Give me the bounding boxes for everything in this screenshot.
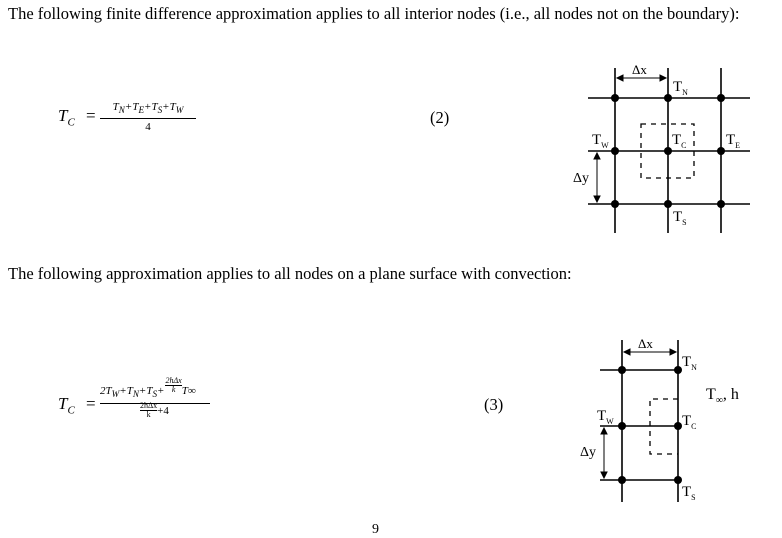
dy-arrow — [601, 428, 607, 478]
label-ts: $T_S$ — [673, 209, 687, 227]
interior-nodes-intro: The following finite difference approximation applies to all interior nodes (i.e., all nodes not on the boundary): — [8, 4, 740, 23]
dy-label: Δy — [580, 445, 597, 460]
eq2-number: (2) — [430, 108, 450, 127]
eq3-denominator: 2hΔx k +4 — [140, 401, 169, 419]
label-tw: $T_W$ — [597, 408, 614, 426]
dy-label: Δy — [573, 171, 590, 186]
eq3-equals: = — [86, 394, 96, 413]
label-te: $T_E$ — [726, 132, 741, 150]
surface-node-diagram — [570, 330, 770, 505]
label-tc: $T_C$ — [682, 413, 697, 431]
interior-node-diagram — [560, 58, 760, 238]
eq2-equals: = — [86, 106, 96, 125]
label-tc: $T_C$ — [672, 132, 687, 150]
label-fluid: $T_\infty$, h — [706, 386, 739, 406]
eq2-numerator: $T_N+T_E+T_S+T_W$ — [112, 101, 184, 116]
page-number-fragment: 9 — [372, 522, 379, 537]
eq2-fraction-bar — [100, 118, 196, 119]
label-tn: $T_N$ — [682, 354, 697, 372]
eq2-denominator: 4 — [145, 121, 151, 133]
label-tw: $T_W$ — [592, 132, 609, 150]
dy-arrow — [594, 153, 600, 202]
dx-label: Δx — [638, 336, 653, 351]
convection-intro: The following approximation applies to all nodes on a plane surface with convection: — [8, 264, 572, 283]
label-tn: $T_N$ — [673, 79, 688, 97]
eq3-number: (3) — [484, 395, 504, 414]
eq3-numerator: $2T_W+T_N+T_S+$ 2hΔx k T∞ — [100, 376, 196, 400]
dx-label: Δx — [632, 62, 647, 77]
eq3-lhs: $T_C$ — [58, 394, 75, 417]
label-ts: $T_S$ — [682, 484, 696, 502]
eq2-lhs: $T_C$ — [58, 106, 75, 129]
